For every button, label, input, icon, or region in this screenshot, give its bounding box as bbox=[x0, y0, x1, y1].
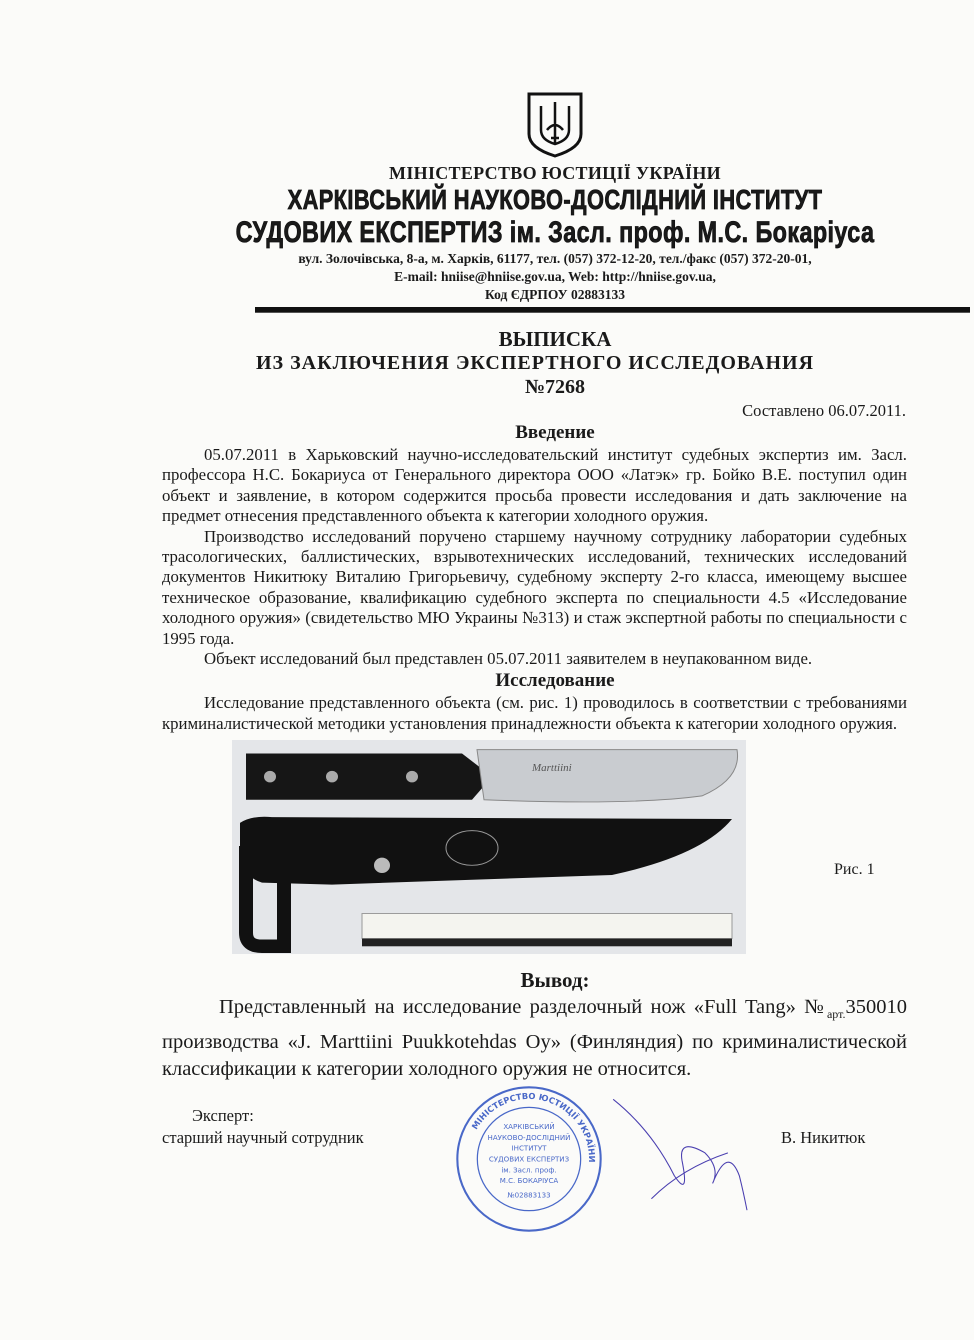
stamp-inner-line: ім. Засл. проф. bbox=[501, 1165, 557, 1175]
expert-signature bbox=[592, 1084, 772, 1214]
intro-paragraph: Производство исследований поручено старшему научному сотруднику лаборатории судебных трасологических, баллистических, взрывотехнических исследований, технических исследований документов Никитюку Виталию Григорьевичу, судебному эксперту 2-го класса, имеющему высшее техническое образование, квалификацию судебного эксперта по специальности 4.5 «Исследование холодного оружия» (свидетельство МЮ Украины №313) и стаж экспертной работы по специальности с 1995 года. bbox=[162, 526, 907, 648]
intro-paragraph: 05.07.2011 в Харьковский научно-исследовательский институт судебных экспертиз им. Засл. профессора Н.С. Бокариуса от Генерального директора ООО «Латэк» гр. Бойко В.Е. поступил один объект и заявление, в котором содержится просьба провести исследования и дать заключение на предмет отнесения представленного объекта к категории холодного оружия. bbox=[162, 445, 907, 526]
stamp-inner-line: М.С. БОКАРІУСА bbox=[499, 1176, 559, 1186]
research-heading: Исследование bbox=[495, 670, 615, 692]
blade-brand: Marttiini bbox=[532, 762, 572, 775]
official-stamp bbox=[454, 1084, 604, 1234]
stamp-inner-line: НАУКОВО-ДОСЛІДНИЙ bbox=[487, 1132, 571, 1142]
document-title: ВЫПИСКА bbox=[498, 327, 612, 351]
document-number: №7268 bbox=[524, 376, 586, 398]
expert-label: Эксперт: bbox=[192, 1105, 254, 1125]
knife-photo bbox=[232, 740, 746, 954]
stamp-inner-line: СУДОВИХ ЕКСПЕРТИЗ bbox=[488, 1154, 570, 1164]
intro-section bbox=[162, 445, 907, 669]
conclusion-part2: 350010 производства «J. Marttiini Puukkotehdas Oy» (Финляндия) по криминалистической классификации к категории холодного оружия не относится. bbox=[162, 996, 907, 1081]
expert-position: старший научный сотрудник bbox=[162, 1127, 364, 1147]
conclusion-part1: Представленный на исследование разделочный нож «Full Tang» № bbox=[219, 996, 827, 1019]
ministry-name: МІНІСТЕРСТВО ЮСТИЦІЇ УКРАЇНИ bbox=[389, 163, 721, 183]
institute-address: вул. Золочівська, 8-а, м. Харків, 61177, тел. (057) 372-12-20, тел./факс (057) 372-20-01, bbox=[298, 251, 812, 266]
knife-illustration bbox=[232, 740, 746, 954]
institute-contacts: E-mail: hniise@hniise.gov.ua, Web: http://hniise.gov.ua, bbox=[394, 269, 716, 284]
knife-blade bbox=[477, 750, 738, 802]
figure-caption: Рис. 1 bbox=[834, 861, 875, 879]
document-heading bbox=[0, 327, 974, 399]
conclusion-text bbox=[162, 994, 907, 1084]
knife-handle bbox=[246, 754, 482, 800]
stamp-inner-line: ХАРКІВСЬКИЙ bbox=[503, 1121, 555, 1131]
conclusion-heading: Вывод: bbox=[520, 968, 590, 993]
header-divider bbox=[255, 307, 970, 313]
stamp-outer-text: МІНІСТЕРСТВО ЮСТИЦІЇ УКРАЇНИ bbox=[469, 1090, 598, 1163]
institute-name-line1: ХАРКІВСЬКИЙ НАУКОВО-ДОСЛІДНИЙ ІНСТИТУТ bbox=[287, 184, 823, 215]
article-subscript: арт. bbox=[826, 1007, 846, 1022]
research-section bbox=[162, 693, 907, 734]
stamp-inner-line: ІНСТИТУТ bbox=[511, 1143, 547, 1153]
coat-of-arms-icon bbox=[525, 90, 585, 158]
expert-name: В. Никитюк bbox=[781, 1127, 866, 1147]
stamp-code: №02883133 bbox=[507, 1190, 551, 1200]
research-paragraph: Исследование представленного объекта (см. рис. 1) проводилось в соответствии с требованиями криминалистической методики установления принадлежности объекта к категории холодного оружия. bbox=[162, 693, 907, 733]
document-subtitle: ИЗ ЗАКЛЮЧЕНИЯ ЭКСПЕРТНОГО ИССЛЕДОВАНИЯ bbox=[255, 352, 815, 374]
intro-heading: Введение bbox=[515, 422, 595, 443]
ruler bbox=[362, 914, 732, 939]
institute-name-line2: СУДОВИХ ЕКСПЕРТИЗ ім. Засл. проф. М.С. Бокаріуса bbox=[235, 216, 875, 249]
figure-row bbox=[162, 740, 907, 954]
intro-paragraph: Объект исследований был представлен 05.07.2011 заявителем в неупакованном виде. bbox=[204, 649, 813, 669]
signoff-row bbox=[162, 1084, 907, 1234]
composed-date: Составлено 06.07.2011. bbox=[742, 401, 906, 420]
institute-code: Код ЄДРПОУ 02883133 bbox=[485, 287, 625, 302]
